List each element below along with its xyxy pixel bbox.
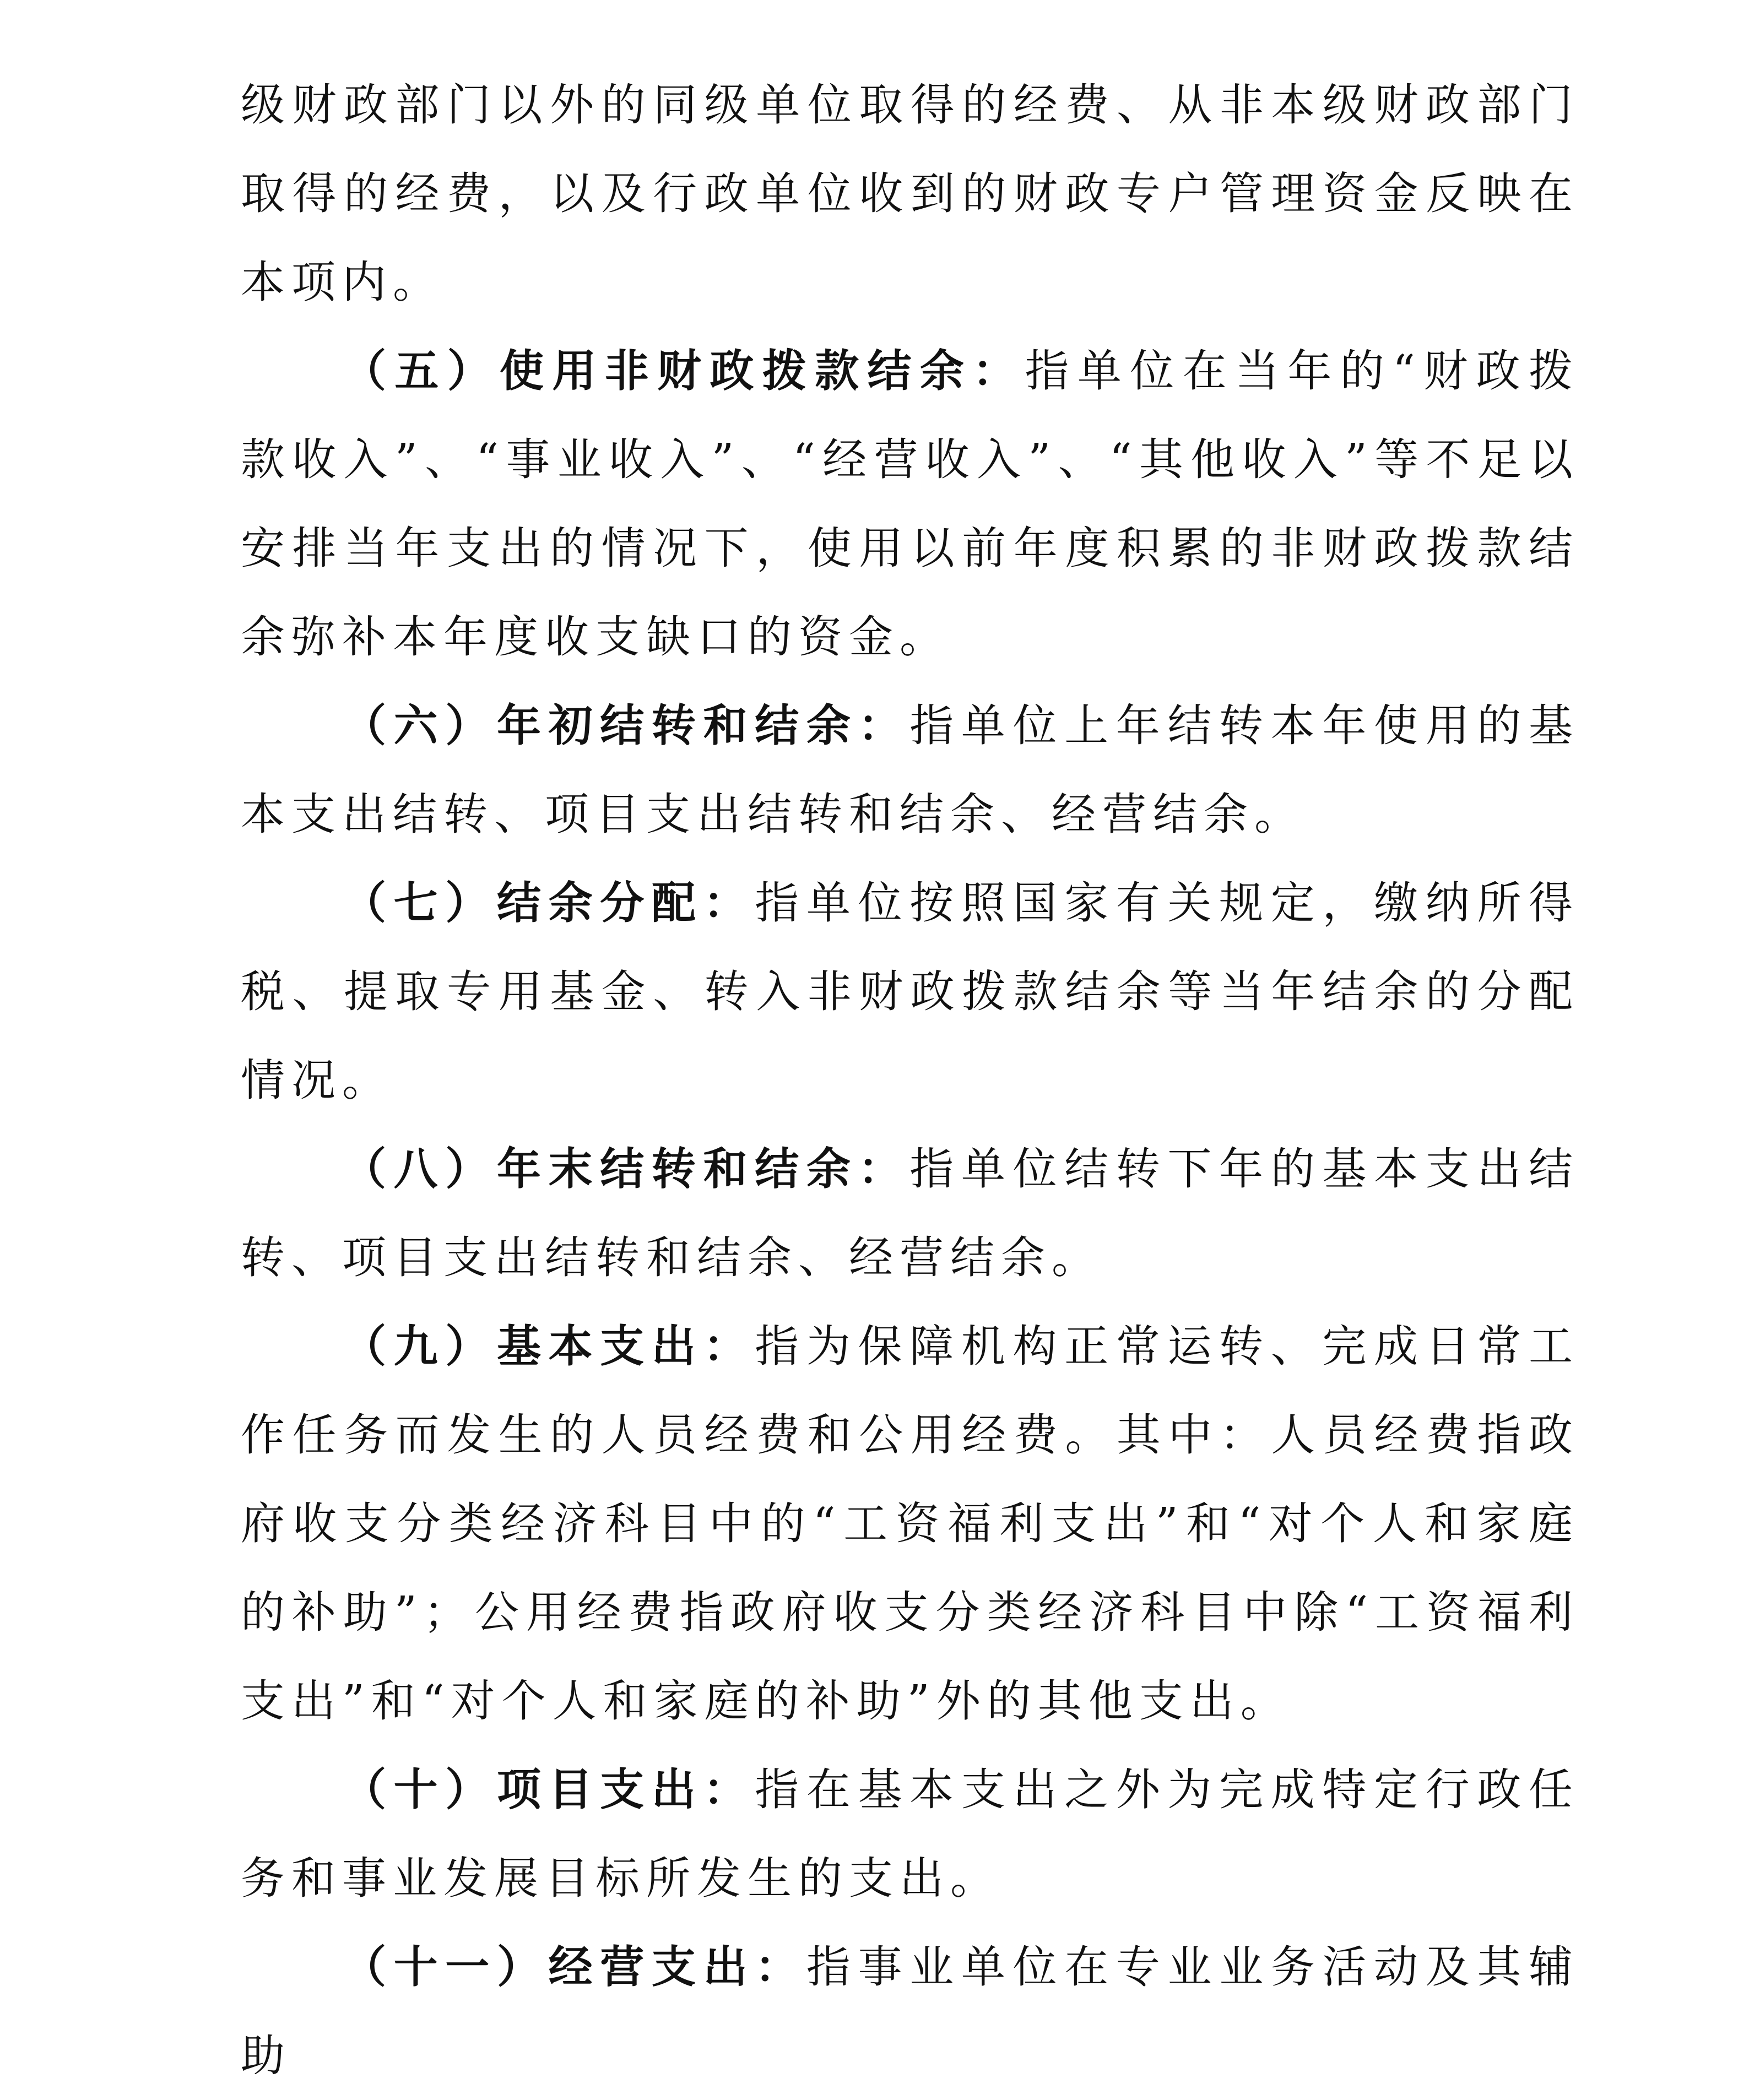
term-heading: （十一）经营支出： (342, 1941, 806, 1993)
paragraph-item-11 (241, 1923, 1579, 2100)
term-heading: （十）项目支出： (342, 1763, 755, 1815)
paragraph-continuation (241, 61, 1579, 327)
paragraph-text: 指单位结转下年的基本支出结转、项目支出结转和结余、经营结余。 (241, 1143, 1580, 1283)
term-heading: （九）基本支出： (342, 1320, 755, 1372)
term-heading: （七）结余分配： (342, 877, 755, 929)
term-heading: （六）年初结转和结余： (342, 699, 910, 751)
term-heading: （八）年末结转和结余： (342, 1143, 910, 1195)
paragraph-text: 指为保障机构正常运转、完成日常工作任务而发生的人员经费和公用经费。其中：人员经费指政府收支分类经济科目中的“工资福利支出”和“对个人和家庭的补助”；公用经费指政府收支分类经济科目中除“工资福利支出”和“对个人和家庭的补助”外的其他支出。 (241, 1321, 1580, 1727)
paragraph-item-5 (241, 327, 1579, 681)
paragraph-item-10 (241, 1745, 1579, 1923)
term-heading: （五）使用非财政拨款结余： (342, 345, 1025, 397)
paragraph-text: 指事业单位在专业业务活动及其辅助 (241, 1941, 1580, 2081)
paragraph-text: 指在基本支出之外为完成特定行政任务和事业发展目标所发生的支出。 (241, 1764, 1580, 1904)
document-body (241, 61, 1579, 2100)
paragraph-text: 级财政部门以外的同级单位取得的经费、从非本级财政部门取得的经费，以及行政单位收到的财政专户管理资金反映在本项内。 (241, 79, 1579, 308)
paragraph-text: 指单位上年结转本年使用的基本支出结转、项目支出结转和结余、经营结余。 (241, 700, 1580, 840)
paragraph-text: 指单位按照国家有关规定，缴纳所得税、提取专用基金、转入非财政拨款结余等当年结余的分配情况。 (241, 877, 1580, 1106)
paragraph-item-7 (241, 859, 1579, 1125)
paragraph-item-9 (241, 1302, 1579, 1745)
paragraph-item-8 (241, 1125, 1579, 1302)
paragraph-text: 指单位在当年的“财政拨款收入”、“事业收入”、“经营收入”、“其他收入”等不足以安排当年支出的情况下，使用以前年度积累的非财政拨款结余弥补本年度收支缺口的资金。 (241, 345, 1579, 663)
paragraph-item-6 (241, 681, 1579, 859)
